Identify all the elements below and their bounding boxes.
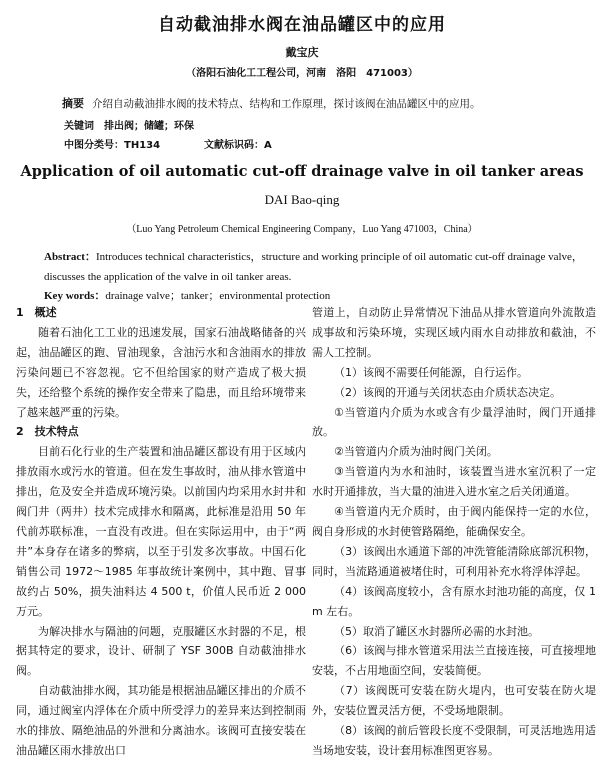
list-item: （1）该阀不需要任何能源，自行运作。 bbox=[334, 365, 528, 379]
document-code: 文献标识码：A bbox=[204, 140, 272, 151]
list-item: （6）该阀与排水管道采用法兰直接连接，可直接埋地安装，不占用地面空间，安装简便。 bbox=[312, 644, 596, 678]
paper-title-cn: 自动截油排水阀在油品罐区中的应用 bbox=[158, 15, 446, 35]
keywords-en-label: Key words： bbox=[44, 290, 106, 302]
clc-number: 中图分类号：TH134 bbox=[64, 140, 161, 151]
list-item: （7）该阀既可安装在防火堤内，也可安装在防火堤外，安装位置灵活方便，不受场地限制。 bbox=[312, 684, 596, 718]
list-item: ③当管道内为水和油时，该装置当进水室沉积了一定水时开通排放，当大量的油进入进水室之后关闭通道。 bbox=[312, 465, 596, 499]
paragraph: 目前石化行业的生产装置和油品罐区都设有用于区域内排放雨水或污水的管道。但在发生事故时，油从排水管道中排出，危及安全并造成环境污染。以前国内均采用水封井和阀门井（两井）技术完成排水和隔离，此标准是沿用 50 年代前苏联标准，一直没有改进。但在实际运用中，由于“两井”本身存在诸多的弊病，以至于引发多次事故。中国石化销售公司 1972～1985 年事故统计案例中，其中跑、冒事故约占 50%，损失油料达 4 500 t，价值人民币近 2 000 万元。 bbox=[16, 445, 306, 618]
paragraph: 自动截油排水阀，其功能是根据油品罐区排出的介质不同，通过阀室内浮体在介质中所受浮力的差异来达到控制雨水的排放、隔绝油品的外泄和分离油水。该阀可直接安装在油品罐区雨水排放出口 bbox=[16, 684, 306, 757]
section-heading-overview: 1 概述 bbox=[16, 306, 57, 319]
abstract-cn-label: 摘要 bbox=[62, 97, 84, 110]
abstract-en bbox=[44, 247, 584, 287]
left-column bbox=[16, 303, 306, 761]
list-item: （8）该阀的前后管段长度不受限制，可灵活地选用适当场地安装，设计套用标准图更容易。 bbox=[312, 724, 596, 757]
section-heading-features: 2 技术特点 bbox=[16, 425, 79, 439]
list-item: （3）该阀出水通道下部的冲洗管能清除底部沉积物，同时，当流路通道被堵住时，可利用补充水将浮体浮起。 bbox=[312, 544, 596, 578]
keywords-en-text: drainage valve；tanker；environmental protection bbox=[105, 290, 331, 302]
paragraph: 管道上，自动防止异常情况下油品从排水管道向外流散造成事故和污染环境，实现区域内雨水自动排放和截油，不需人工控制。 bbox=[312, 306, 596, 359]
classification-line bbox=[64, 136, 574, 151]
list-item: ②当管道内介质为油时阀门关闭。 bbox=[334, 445, 498, 459]
author-en: DAI Bao-qing bbox=[264, 192, 340, 207]
list-item: ①当管道内介质为水或含有少量浮油时，阀门开通排放。 bbox=[312, 405, 596, 439]
list-item: （4）该阀高度较小，含有原水封池功能的高度，仅 1 m 左右。 bbox=[312, 584, 596, 618]
affiliation-en: （Luo Yang Petroleum Chemical Engineering Company，Luo Yang 471003，China） bbox=[126, 224, 478, 235]
abstract-cn-text: 介绍自动截油排水阀的技术特点、结构和工作原理，探讨该阀在油品罐区中的应用。 bbox=[92, 98, 481, 110]
paragraph: 随着石油化工工业的迅速发展，国家石油战略储备的兴起，油品罐区的跑、冒油现象，含油污水和含油雨水的排放污染问题已不容忽视。它不但给国家的财产造成了极大损失，还给整个系统的操作安全带来了隐患，而且给环境带来了越来越严重的污染。 bbox=[16, 325, 306, 419]
abstract-en-label: Abstract： bbox=[44, 251, 96, 263]
abstract-en-text: Introduces technical characteristics，structure and working principle of oil automatic cut-off drainage valve，discusses the application of the valve in oil tanker areas. bbox=[44, 251, 583, 283]
list-item: （5）取消了罐区水封器所必需的水封池。 bbox=[334, 624, 539, 638]
keywords-cn: 关键词 排出阀；储罐；环保 bbox=[64, 121, 194, 132]
keywords-en bbox=[44, 287, 584, 303]
list-item: （2）该阀的开通与关闭状态由介质状态决定。 bbox=[334, 385, 561, 399]
author-cn: 戴宝庆 bbox=[285, 46, 319, 59]
abstract-cn bbox=[62, 95, 572, 111]
right-column bbox=[312, 303, 596, 761]
affiliation-cn: （洛阳石油化工工程公司，河南 洛阳 471003） bbox=[186, 68, 418, 79]
paper-title-en: Application of oil automatic cut-off drainage valve in oil tanker areas bbox=[20, 163, 584, 180]
list-item: ④当管道内无介质时，由于阀内能保持一定的水位，阀自身形成的水封使管路隔绝，能确保安全。 bbox=[312, 505, 596, 538]
paragraph: 为解决排水与隔油的问题，克服罐区水封器的不足，根据其特定的要求，设计、研制了 YSF 300B 自动截油排水阀。 bbox=[16, 624, 306, 678]
